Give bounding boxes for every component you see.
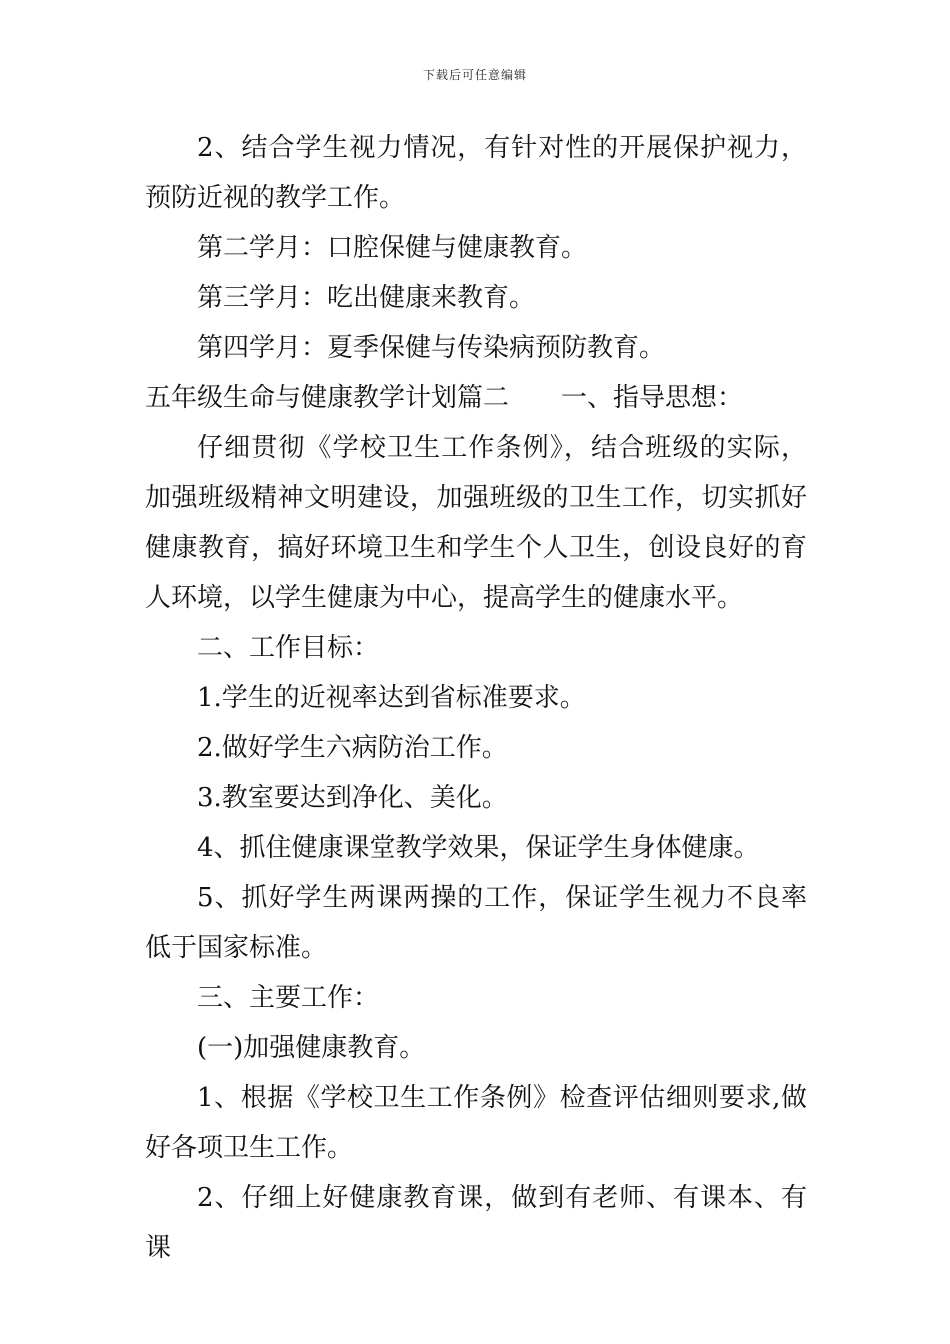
paragraph: (一)加强健康教育。	[197, 1033, 426, 1063]
paragraph: 第四学月：夏季保健与传染病预防教育。	[197, 333, 666, 363]
list-item: 1.学生的近视率达到省标准要求。	[197, 683, 586, 713]
paragraph: 第二学月：口腔保健与健康教育。	[197, 233, 588, 263]
list-item: 1、根据《学校卫生工作条例》检查评估细则要求,做好各项卫生工作。	[145, 1083, 807, 1163]
section-heading	[145, 373, 807, 423]
document-body	[145, 123, 807, 1273]
heading-gap	[509, 373, 561, 423]
paragraph: 三、主要工作：	[197, 983, 380, 1013]
paragraph: 二、工作目标：	[197, 633, 380, 663]
list-item: 2.做好学生六病防治工作。	[197, 733, 508, 763]
header-note: 下载后可任意编辑	[422, 68, 527, 82]
paragraph: 仔细贯彻《学校卫生工作条例》，结合班级的实际，加强班级精神文明建设，加强班级的卫生工作，切实抓好健康教育，搞好环境卫生和学生个人卫生，创设良好的育人环境，以学生健康为中心，提高学生的健康水平。	[145, 433, 807, 613]
list-item: 2、仔细上好健康教育课，做到有老师、有课本、有课	[145, 1183, 807, 1263]
paragraph: 第三学月：吃出健康来教育。	[197, 283, 536, 313]
section-subtitle: 一、指导思想：	[561, 383, 744, 413]
section-title: 五年级生命与健康教学计划篇二	[145, 383, 510, 413]
list-item: 4、抓住健康课堂教学效果，保证学生身体健康。	[197, 833, 760, 863]
paragraph: 2、结合学生视力情况，有针对性的开展保护视力，预防近视的教学工作。	[145, 133, 807, 213]
list-item: 3.教室要达到净化、美化。	[197, 783, 508, 813]
list-item: 5、抓好学生两课两操的工作，保证学生视力不良率低于国家标准。	[145, 883, 807, 963]
